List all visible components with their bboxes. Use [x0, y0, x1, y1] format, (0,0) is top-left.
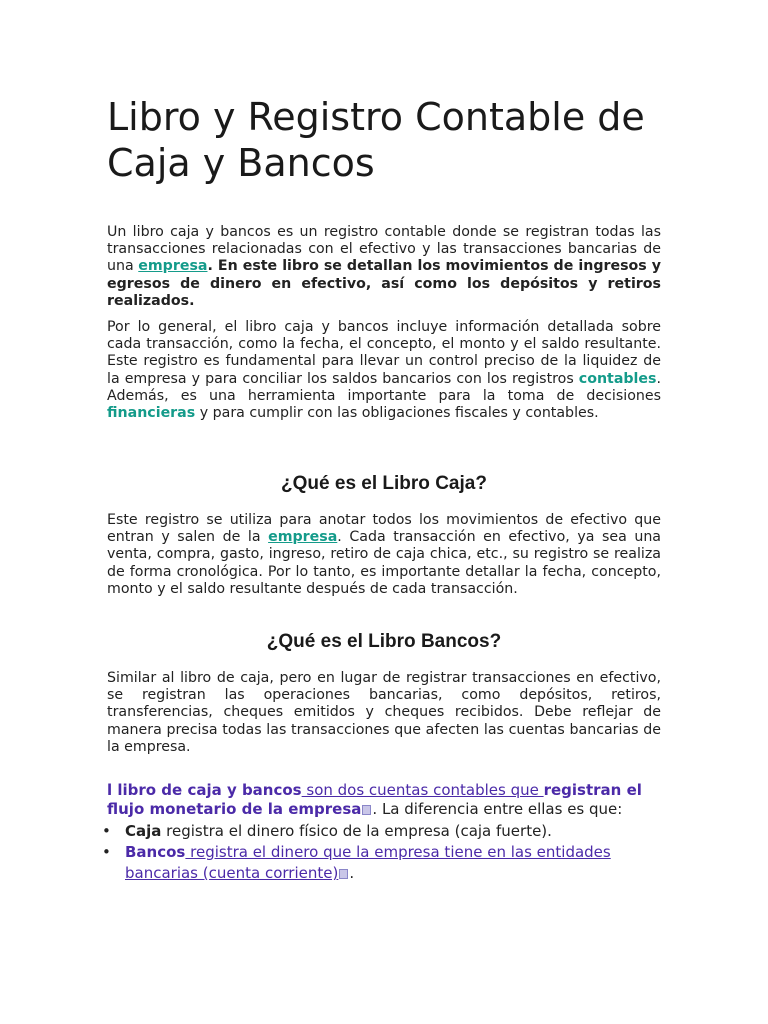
- libro-bancos-heading: ¿Qué es el Libro Bancos?: [266, 631, 502, 652]
- difference-list: [107, 821, 667, 884]
- caja-text-after: . Cada transacción en efectivo, ya sea una venta, compra, gasto, ingreso, retiro de caja chica, etc., su registro se realiza de forma cronológica. Por lo tanto, es importante detallar la fecha, concepto, monto y el saldo resultante después de cada transacción.: [107, 529, 662, 597]
- general-text: Por lo general, el libro caja y bancos incluye información detallada sobre cada transacción, como la fecha, el concepto, el monto y el saldo resultante. Este registro es fundamental para llevar un control preciso de la liquidez de la empresa y para conciliar los saldos bancarios con los registros: [107, 319, 661, 387]
- contables-link[interactable]: contables: [578, 370, 657, 387]
- citation-icon[interactable]: [362, 805, 371, 815]
- summary-link[interactable]: son dos cuentas contables que: [301, 781, 544, 799]
- list-item-caja: [107, 821, 667, 842]
- libro-caja-paragraph: [107, 512, 661, 598]
- intro-text: Un libro caja y bancos es un registro contable donde se registran todas las transacciones relacionadas con el efectivo y las transacciones bancarias de una: [107, 224, 661, 275]
- summary-bold-2[interactable]: registran el flujo monetario de la empresa: [107, 781, 642, 818]
- caja-description: registra el dinero físico de la empresa (caja fuerte).: [161, 822, 552, 840]
- summary-text-after: . La diferencia entre ellas es que:: [372, 800, 623, 818]
- empresa-link-2[interactable]: empresa: [268, 529, 338, 546]
- bancos-period: .: [349, 864, 355, 882]
- libro-bancos-paragraph: Similar al libro de caja, pero en lugar de registrar transacciones en efectivo, se registran las operaciones bancarias, como depósitos, retiros, transferencias, cheques emitidos y cheques recibidos. Debe reflejar de manera precisa todas las transacciones que afecten las cuentas bancarias de la empresa.: [107, 670, 661, 755]
- general-text-after: y para cumplir con las obligaciones fiscales y contables.: [195, 405, 599, 422]
- list-item-bancos: [107, 842, 667, 884]
- general-paragraph: [107, 319, 661, 422]
- caja-text: Este registro se utiliza para anotar todos los movimientos de efectivo que entran y salen de la: [107, 512, 661, 546]
- summary-bold-1[interactable]: l libro de caja y bancos: [107, 781, 302, 799]
- libro-caja-heading: ¿Qué es el Libro Caja?: [281, 473, 487, 494]
- caja-label: Caja: [125, 822, 162, 840]
- citation-icon-2[interactable]: [339, 869, 348, 879]
- summary-paragraph: [107, 781, 667, 819]
- intro-text-after: . En este libro se detallan los movimientos de ingresos y egresos de dinero en efectivo, así como los depósitos y retiros realizados.: [107, 258, 661, 309]
- intro-paragraph: [107, 224, 661, 310]
- page-title: Libro y Registro Contable de Caja y Bancos: [107, 95, 645, 185]
- bancos-link[interactable]: registra el dinero que la empresa tiene en las entidades bancarias (cuenta corriente): [125, 843, 611, 882]
- empresa-link[interactable]: empresa: [138, 258, 208, 275]
- general-text-middle: . Además, es una herramienta importante para la toma de decisiones: [107, 370, 661, 404]
- financieras-link[interactable]: financieras: [107, 405, 196, 422]
- bancos-label[interactable]: Bancos: [125, 843, 186, 861]
